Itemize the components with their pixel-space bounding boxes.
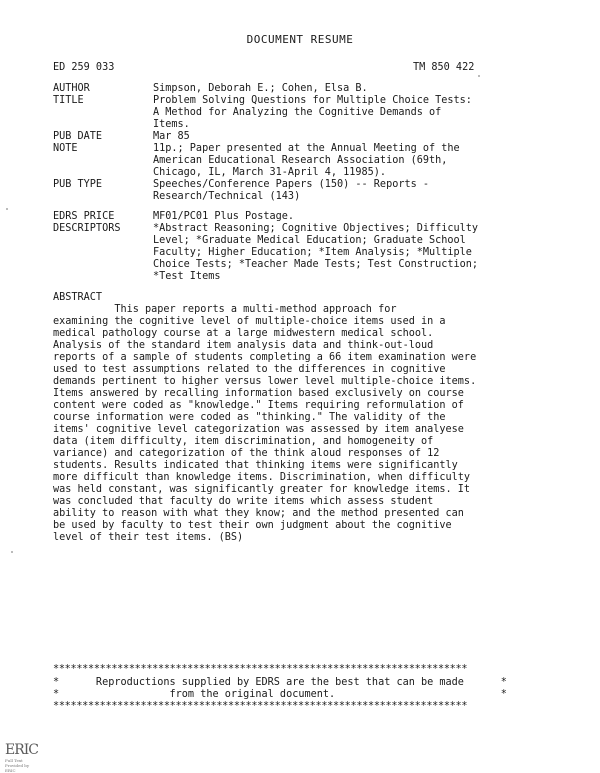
title-label: TITLE — [53, 95, 84, 106]
abstract-line: examining the cognitive level of multiple-choice items used in a — [53, 316, 446, 327]
abstract-line: be used by faculty to test their own judgment about the cognitive — [53, 520, 452, 531]
abstract-line: more difficult than knowledge items. Discrimination, when difficulty — [53, 472, 471, 483]
abstract-line: ability to reason with what they know; and the method presented can — [53, 508, 464, 519]
abstract-line: content were coded as "knowledge." Items requiring reformulation of — [53, 400, 464, 411]
footer-line: * Reproductions supplied by EDRS are the best that can be made * — [53, 677, 507, 688]
pub-type-label: PUB TYPE — [53, 179, 103, 190]
author-label: AUTHOR — [53, 83, 90, 94]
descriptors-line: *Test Items — [153, 271, 221, 282]
abstract-line: used to test assumptions related to the differences in cognitive — [53, 364, 446, 375]
descriptors-line: Faculty; Higher Education; *Item Analysis; *Multiple — [153, 247, 472, 258]
tm-number: TM 850 422 — [413, 62, 475, 73]
footer-border-top: *********************************************************************** — [53, 664, 468, 675]
footer-border-bottom: *********************************************************************** — [53, 701, 468, 712]
abstract-line: reports of a sample of students completing a 66 item examination were — [53, 352, 477, 363]
descriptors-line: *Abstract Reasoning; Cognitive Objectives; Difficulty — [153, 223, 479, 234]
note-label: NOTE — [53, 143, 78, 154]
abstract-label: ABSTRACT — [53, 292, 103, 303]
abstract-line: demands pertinent to higher versus lower level multiple-choice items. — [53, 376, 477, 387]
title-line: A Method for Analyzing the Cognitive Demands of — [153, 107, 442, 118]
author-value: Simpson, Deborah E.; Cohen, Elsa B. — [153, 83, 368, 94]
scan-speck — [6, 208, 8, 210]
abstract-line: Analysis of the standard item analysis data and think-out-loud — [53, 340, 434, 351]
abstract-line: was concluded that faculty do write items which assess student — [53, 496, 434, 507]
note-line: American Educational Research Association (69th, — [153, 155, 448, 166]
edrs-price-value: MF01/PC01 Plus Postage. — [153, 211, 295, 222]
pub-date-value: Mar 85 — [153, 131, 190, 142]
descriptors-line: Level; *Graduate Medical Education; Graduate School — [153, 235, 466, 246]
pub-type-line: Research/Technical (143) — [153, 191, 301, 202]
footer-line: * from the original document. * — [53, 689, 507, 700]
scan-speck — [11, 551, 13, 553]
eric-logo-subtext: Full Text Provided by ERIC — [5, 758, 30, 773]
title-line: Items. — [153, 119, 190, 130]
edrs-price-label: EDRS PRICE — [53, 211, 115, 222]
abstract-line: students. Results indicated that thinking items were significantly — [53, 460, 458, 471]
abstract-line: level of their test items. (BS) — [53, 532, 244, 543]
abstract-line: course information were coded as "thinking." The validity of the — [53, 412, 446, 423]
eric-logo-text: ERIC — [5, 742, 39, 758]
descriptors-line: Choice Tests; *Teacher Made Tests; Test Construction; — [153, 259, 479, 270]
abstract-line: data (item difficulty, item discrimination, and homogeneity of — [53, 436, 434, 447]
pub-date-label: PUB DATE — [53, 131, 103, 142]
pub-type-line: Speeches/Conference Papers (150) -- Reports - — [153, 179, 430, 190]
note-line: 11p.; Paper presented at the Annual Meeting of the — [153, 143, 460, 154]
document-title: DOCUMENT RESUME — [246, 33, 354, 46]
abstract-line: items' cognitive level categorization was assessed by item analyese — [53, 424, 464, 435]
descriptors-label: DESCRIPTORS — [53, 223, 121, 234]
abstract-line: medical pathology course at a large midwestern medical school. — [53, 328, 434, 339]
note-line: Chicago, IL, March 31-April 4, 11985). — [153, 167, 387, 178]
scan-speck — [478, 75, 480, 77]
abstract-line: Items answered by recalling information based exclusively on course — [53, 388, 464, 399]
abstract-line: was held constant, was significantly greater for knowledge items. It — [53, 484, 471, 495]
title-line: Problem Solving Questions for Multiple Choice Tests: — [153, 95, 472, 106]
abstract-line: variance) and categorization of the think aloud responses of 12 — [53, 448, 440, 459]
abstract-line: This paper reports a multi-method approach for — [53, 304, 397, 315]
ed-number: ED 259 033 — [53, 62, 115, 73]
eric-logo — [5, 742, 39, 773]
